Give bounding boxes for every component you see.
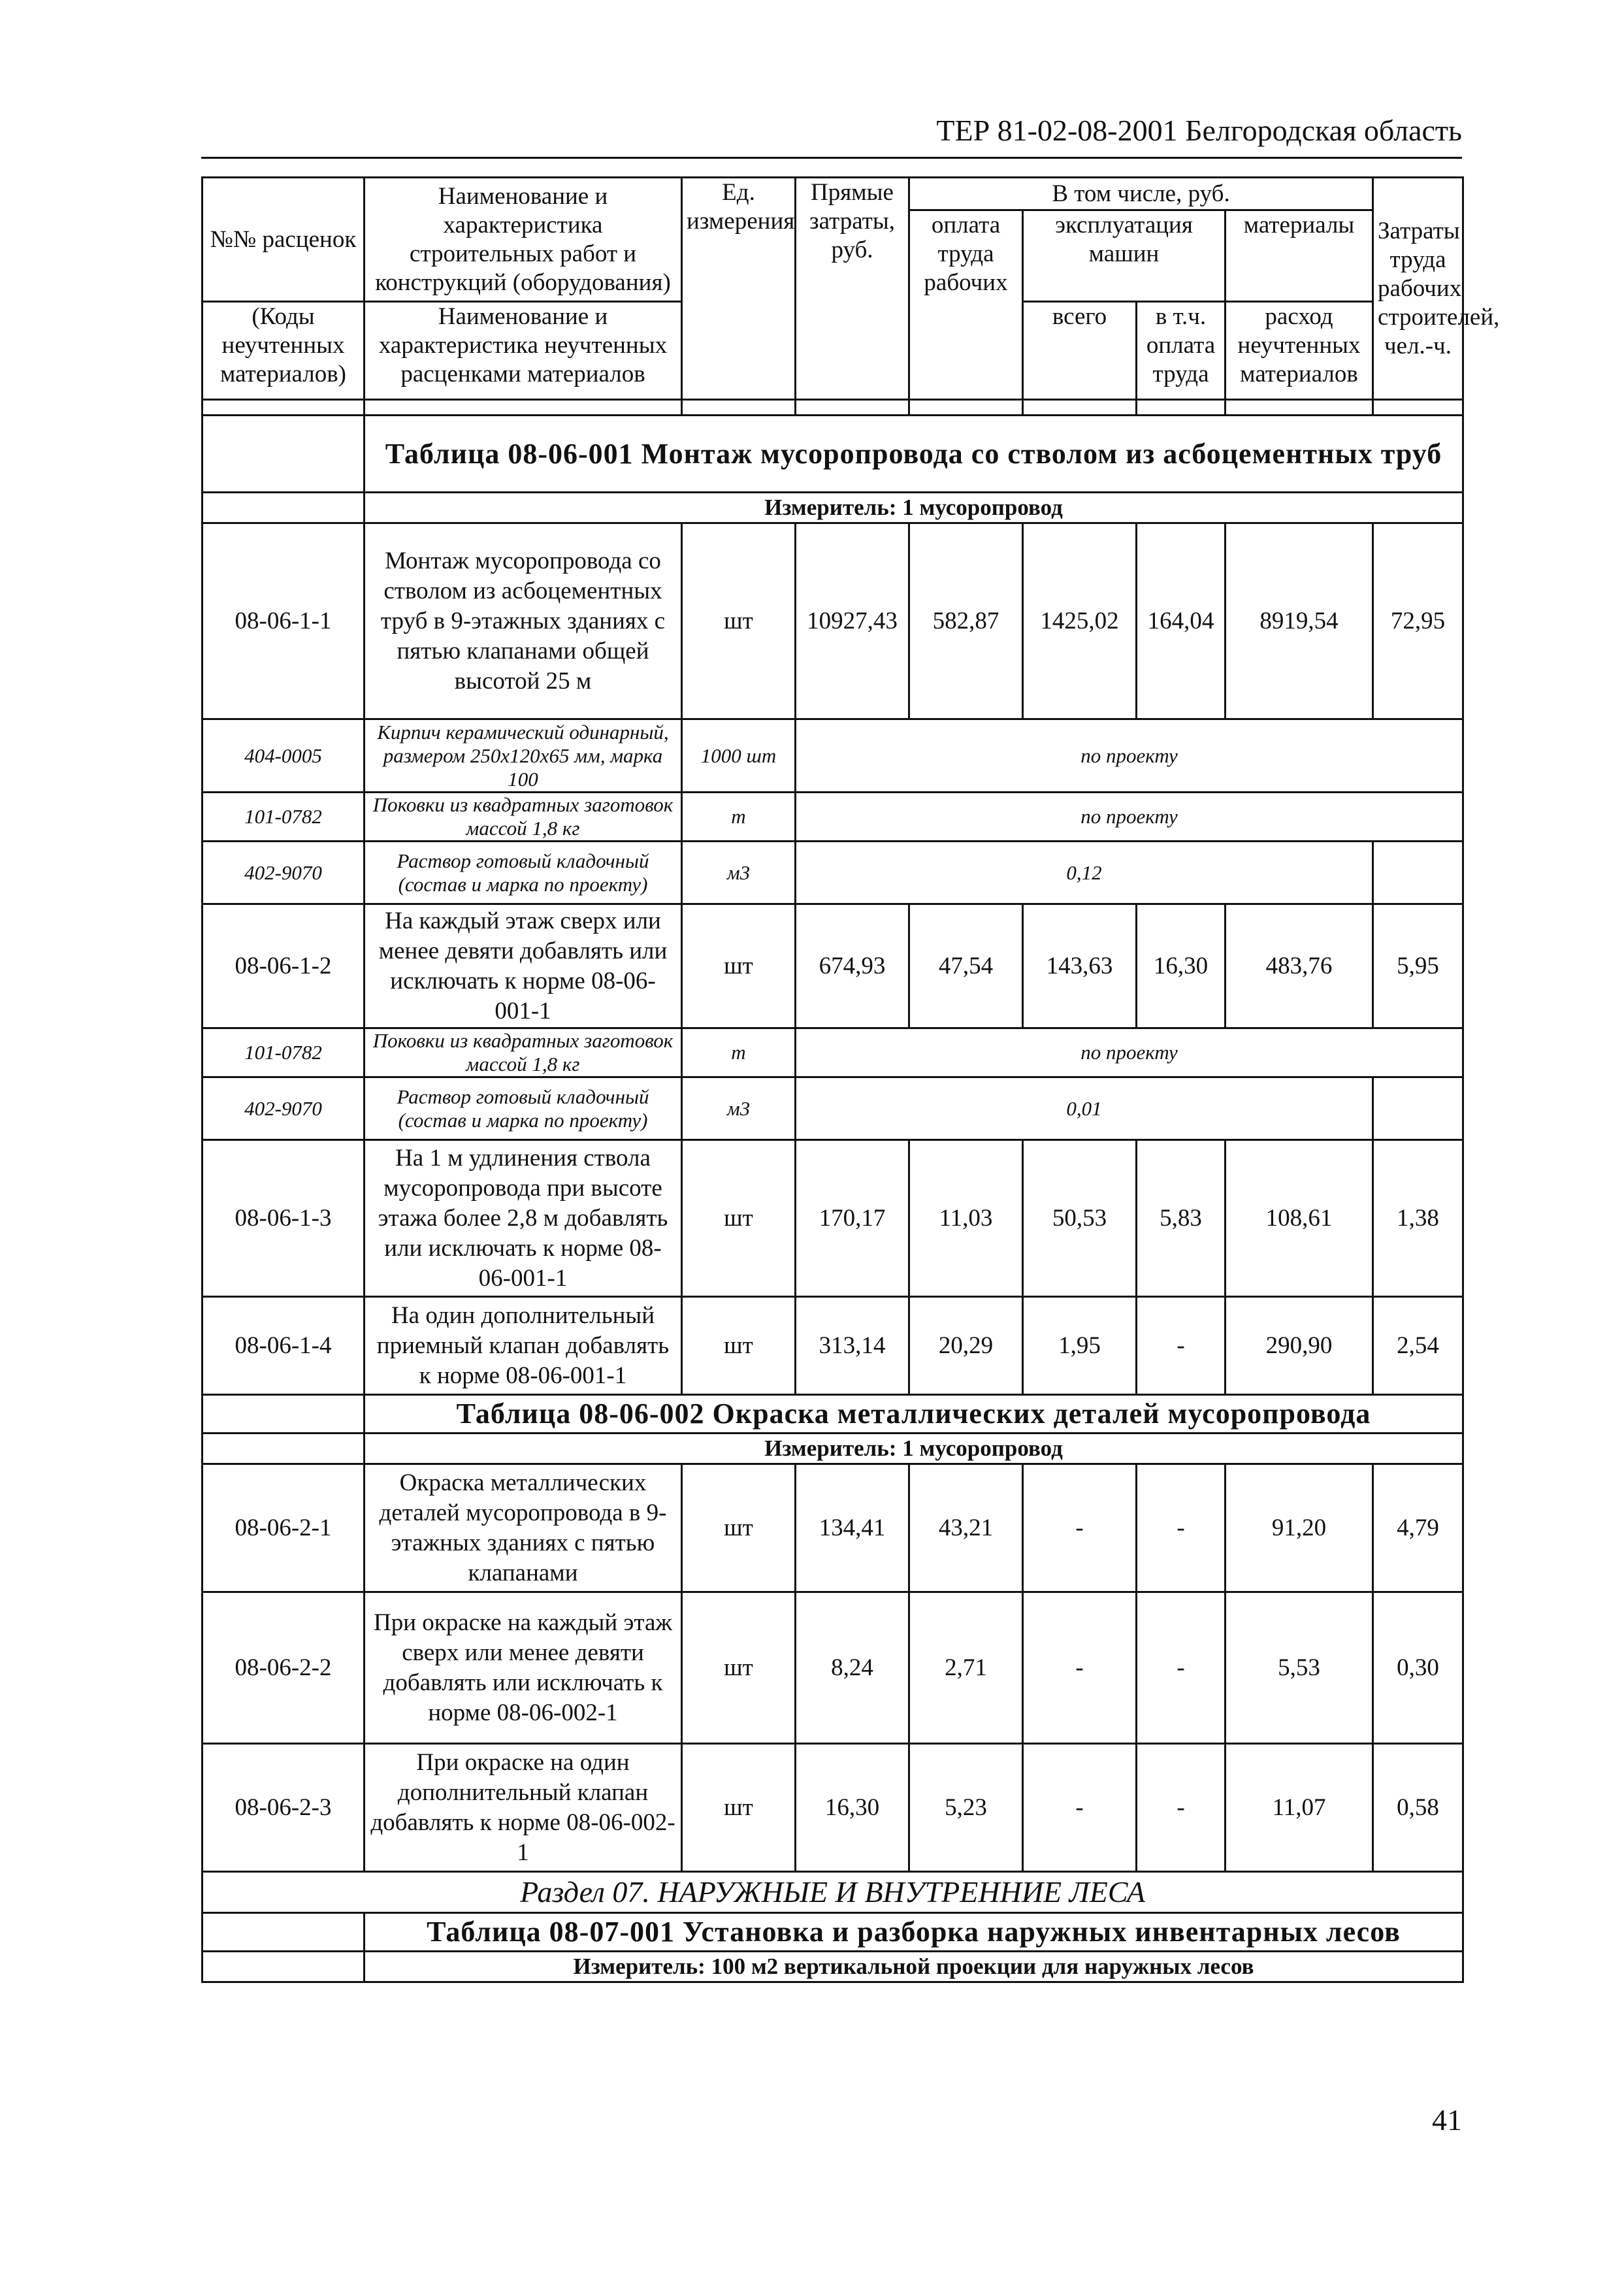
machines-wages: 16,30 — [1137, 904, 1226, 1028]
col-header-unit: Ед. измерения — [682, 178, 796, 400]
col-header-materials: материалы — [1226, 210, 1373, 302]
meter-row — [203, 493, 1463, 523]
per-project-note: по проекту — [796, 719, 1463, 793]
empty-cell — [203, 1434, 365, 1464]
machines-wages: 164,04 — [1137, 523, 1226, 719]
machines-total: 1425,02 — [1023, 523, 1137, 719]
material-code: 101-0782 — [203, 793, 365, 842]
unit: шт — [682, 523, 796, 719]
price-row — [203, 904, 1463, 1028]
wages: 47,54 — [909, 904, 1023, 1028]
labor-costs: 0,58 — [1373, 1744, 1463, 1872]
direct-costs: 8,24 — [796, 1592, 909, 1744]
material-code: 101-0782 — [203, 1028, 365, 1077]
table-title-row — [203, 416, 1463, 493]
col-header-mat-usage: расход неучтенных материалов — [1226, 302, 1373, 400]
wages: 43,21 — [909, 1464, 1023, 1592]
labor-costs: 1,38 — [1373, 1140, 1463, 1297]
price-code: 08-06-1-4 — [203, 1297, 365, 1395]
table-title: Таблица 08-06-002 Окраска металлических деталей мусоропровода — [365, 1395, 1463, 1434]
material-row — [203, 1077, 1463, 1140]
direct-costs: 170,17 — [796, 1140, 909, 1297]
materials: 5,53 — [1226, 1592, 1373, 1744]
price-code: 08-06-2-1 — [203, 1464, 365, 1592]
table-title-row — [203, 1913, 1463, 1952]
material-description: Поковки из квадратных заготовок массой 1,8 кг — [365, 1028, 682, 1077]
table-title-row — [203, 1395, 1463, 1434]
work-description: Окраска металлических деталей мусоропровода в 9-этажных зданиях с пятью клапанами — [365, 1464, 682, 1592]
material-row — [203, 793, 1463, 842]
unit: шт — [682, 1744, 796, 1872]
material-description: Поковки из квадратных заготовок массой 1,8 кг — [365, 793, 682, 842]
machines-total: - — [1023, 1744, 1137, 1872]
machines-wages: - — [1137, 1744, 1226, 1872]
materials: 91,20 — [1226, 1464, 1373, 1592]
direct-costs: 16,30 — [796, 1744, 909, 1872]
empty-cell — [203, 1913, 365, 1952]
labor-costs: 72,95 — [1373, 523, 1463, 719]
table-meter: Измеритель: 1 мусоропровод — [365, 493, 1463, 523]
wages: 2,71 — [909, 1592, 1023, 1744]
work-description: При окраске на один дополнительный клапан добавлять к норме 08-06-002-1 — [365, 1744, 682, 1872]
material-code: 402-9070 — [203, 842, 365, 904]
materials: 290,90 — [1226, 1297, 1373, 1395]
meter-row — [203, 1434, 1463, 1464]
unit: шт — [682, 1140, 796, 1297]
materials: 483,76 — [1226, 904, 1373, 1028]
col-header-incl: В том числе, руб. — [909, 178, 1373, 210]
material-unit: м3 — [682, 842, 796, 904]
wages: 582,87 — [909, 523, 1023, 719]
price-code: 08-06-1-1 — [203, 523, 365, 719]
section-title: Раздел 07. НАРУЖНЫЕ И ВНУТРЕННИЕ ЛЕСА — [203, 1872, 1463, 1913]
unit: шт — [682, 904, 796, 1028]
machines-wages: - — [1137, 1592, 1226, 1744]
materials: 11,07 — [1226, 1744, 1373, 1872]
per-project-note: по проекту — [796, 1028, 1463, 1077]
col-header-name: Наименование и характеристика строительных работ и конструкций (оборудования) — [365, 178, 682, 302]
direct-costs: 10927,43 — [796, 523, 909, 719]
material-code: 404-0005 — [203, 719, 365, 793]
empty-cell — [1373, 842, 1463, 904]
table-title: Таблица 08-07-001 Установка и разборка наружных инвентарных лесов — [365, 1913, 1463, 1952]
work-description: При окраске на каждый этаж сверх или менее девяти добавлять или исключать к норме 08-06-002-1 — [365, 1592, 682, 1744]
empty-cell — [203, 493, 365, 523]
price-row — [203, 1592, 1463, 1744]
material-unit: м3 — [682, 1077, 796, 1140]
price-row — [203, 1297, 1463, 1395]
direct-costs: 674,93 — [796, 904, 909, 1028]
material-unit: 1000 шт — [682, 719, 796, 793]
material-description: Кирпич керамический одинарный, размером 250x120x65 мм, марка 100 — [365, 719, 682, 793]
direct-costs: 313,14 — [796, 1297, 909, 1395]
col-header-direct: Прямые затраты, руб. — [796, 178, 909, 400]
machines-wages: - — [1137, 1297, 1226, 1395]
materials: 8919,54 — [1226, 523, 1373, 719]
table-meter: Измеритель: 1 мусоропровод — [365, 1434, 1463, 1464]
col-header-incl-wages: в т.ч. оплата труда — [1137, 302, 1226, 400]
work-description: На каждый этаж сверх или менее девяти добавлять или исключать к норме 08-06-001-1 — [365, 904, 682, 1028]
price-row — [203, 1464, 1463, 1592]
price-code: 08-06-2-3 — [203, 1744, 365, 1872]
empty-cell — [203, 1952, 365, 1982]
labor-costs: 5,95 — [1373, 904, 1463, 1028]
document-header: ТЕР 81-02-08-2001 Белгородская область — [936, 114, 1462, 147]
wages: 20,29 — [909, 1297, 1023, 1395]
material-description: Раствор готовый кладочный (состав и марка по проекту) — [365, 1077, 682, 1140]
labor-costs: 4,79 — [1373, 1464, 1463, 1592]
table-title: Таблица 08-06-001 Монтаж мусоропровода со стволом из асбоцементных труб — [365, 416, 1463, 493]
material-row — [203, 719, 1463, 793]
work-description: На 1 м удлинения ствола мусоропровода при высоте этажа более 2,8 м добавлять или исключать к норме 08-06-001-1 — [365, 1140, 682, 1297]
material-row — [203, 1028, 1463, 1077]
empty-cell — [203, 1395, 365, 1434]
price-row — [203, 1140, 1463, 1297]
machines-total: - — [1023, 1464, 1137, 1592]
col-header-code: №№ расценок — [203, 178, 365, 302]
material-unit: т — [682, 1028, 796, 1077]
direct-costs: 134,41 — [796, 1464, 909, 1592]
material-code: 402-9070 — [203, 1077, 365, 1140]
labor-costs: 2,54 — [1373, 1297, 1463, 1395]
wages: 11,03 — [909, 1140, 1023, 1297]
col-header-machines: эксплуатация машин — [1023, 210, 1226, 302]
price-code: 08-06-1-2 — [203, 904, 365, 1028]
section-row — [203, 1872, 1463, 1913]
material-row — [203, 842, 1463, 904]
material-usage: 0,12 — [796, 842, 1373, 904]
header-rule — [201, 157, 1462, 159]
machines-wages: - — [1137, 1464, 1226, 1592]
work-description: На один дополнительный приемный клапан добавлять к норме 08-06-001-1 — [365, 1297, 682, 1395]
machines-total: 50,53 — [1023, 1140, 1137, 1297]
material-unit: т — [682, 793, 796, 842]
machines-total: 1,95 — [1023, 1297, 1137, 1395]
col-header-name2: Наименование и характеристика неучтенных расценками материалов — [365, 302, 682, 400]
price-table — [201, 176, 1500, 1983]
unit: шт — [682, 1464, 796, 1592]
price-code: 08-06-1-3 — [203, 1140, 365, 1297]
unit: шт — [682, 1592, 796, 1744]
per-project-note: по проекту — [796, 793, 1463, 842]
empty-cell — [203, 416, 365, 493]
price-code: 08-06-2-2 — [203, 1592, 365, 1744]
col-header-total: всего — [1023, 302, 1137, 400]
material-usage: 0,01 — [796, 1077, 1373, 1140]
header-spacer-row — [203, 400, 1463, 416]
col-header-code2: (Коды неучтенных материалов) — [203, 302, 365, 400]
unit: шт — [682, 1297, 796, 1395]
work-description: Монтаж мусоропровода со стволом из асбоцементных труб в 9-этажных зданиях с пятью клапанами общей высотой 25 м — [365, 523, 682, 719]
machines-total: 143,63 — [1023, 904, 1137, 1028]
empty-cell — [1373, 1077, 1463, 1140]
machines-wages: 5,83 — [1137, 1140, 1226, 1297]
col-header-labor: Затраты труда рабочих строителей, чел.-ч. — [1373, 178, 1463, 400]
price-row — [203, 523, 1463, 719]
page-number: 41 — [1432, 2103, 1462, 2137]
header-row-1 — [203, 178, 1463, 210]
machines-total: - — [1023, 1592, 1137, 1744]
wages: 5,23 — [909, 1744, 1023, 1872]
col-header-wages: оплата труда рабочих — [909, 210, 1023, 400]
price-row — [203, 1744, 1463, 1872]
material-description: Раствор готовый кладочный (состав и марка по проекту) — [365, 842, 682, 904]
meter-row — [203, 1952, 1463, 1982]
labor-costs: 0,30 — [1373, 1592, 1463, 1744]
table-meter: Измеритель: 100 м2 вертикальной проекции для наружных лесов — [365, 1952, 1463, 1982]
materials: 108,61 — [1226, 1140, 1373, 1297]
